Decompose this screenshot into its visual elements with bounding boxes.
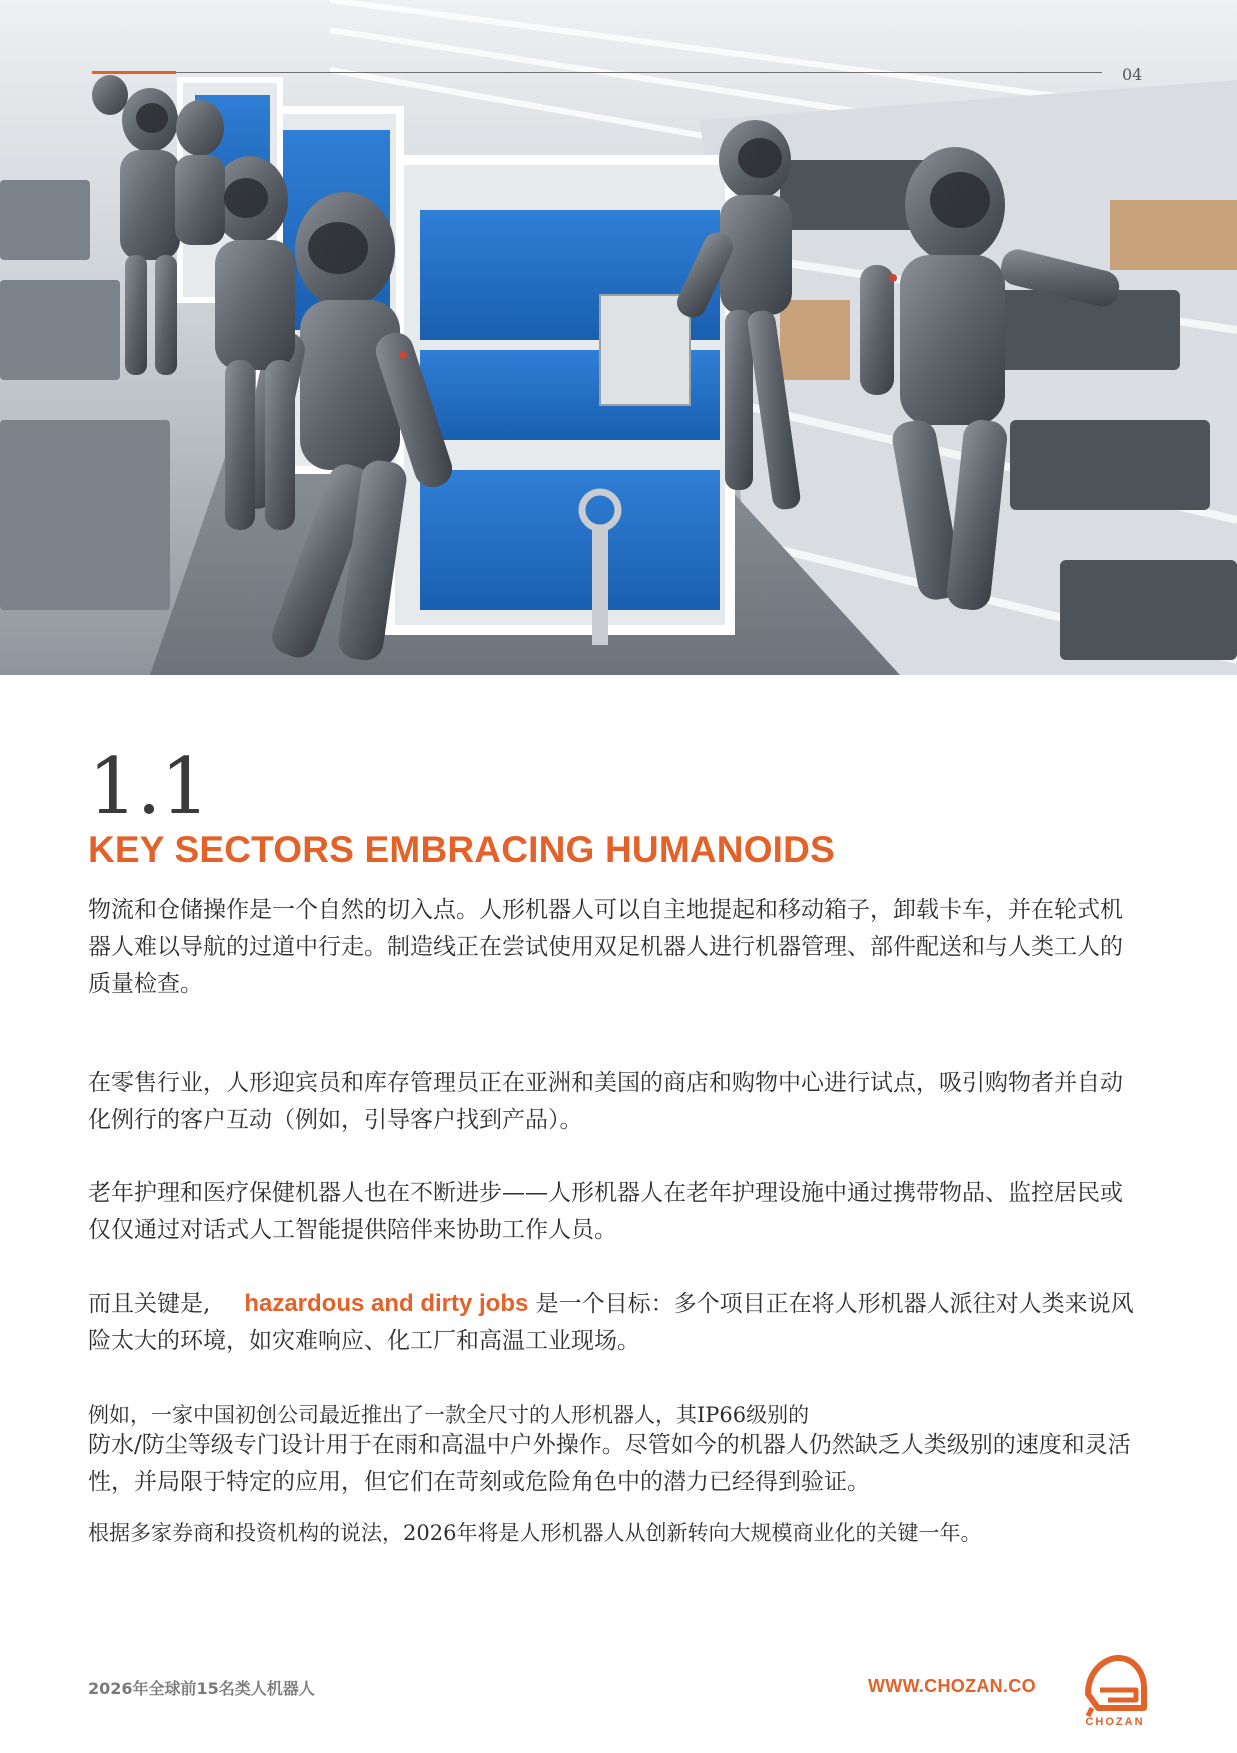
logo-wordmark: CHOZAN — [1085, 1716, 1145, 1728]
paragraph-retail: 在零售行业，人形迎宾员和库存管理员正在亚洲和美国的商店和购物中心进行试点，吸引购物者并自动化例行的客户互动（例如，引导客户找到产品）。 — [88, 1070, 1123, 1133]
paragraph-example-line1: 例如，一家中国初创公司最近推出了一款全尺寸的人形机器人，其IP66级别的 — [88, 1403, 810, 1427]
hero-photo — [0, 0, 1237, 675]
section-number: 1.1 — [88, 742, 210, 832]
hazardous-highlight: hazardous and dirty jobs — [244, 1290, 529, 1317]
header-rule — [92, 72, 1102, 73]
hazardous-suffix: 是一个目标：多个项目正在将人形机器人派往对人类来说风险太大的环境，如灾难响应、化工厂和高温工业现场。 — [88, 1291, 1134, 1354]
paragraph-eldercare: 老年护理和医疗保健机器人也在不断进步——人形机器人在老年护理设施中通过携带物品、监控居民或仅仅通过对话式人工智能提供陪伴来协助工作人员。 — [88, 1180, 1123, 1243]
footer-report-title: 2026年全球前15名类人机器人 — [88, 1679, 315, 1698]
hazardous-prefix: 而且关键是, — [88, 1291, 211, 1317]
footer-website-link[interactable]: WWW.CHOZAN.CO — [868, 1676, 1036, 1696]
paragraph-example: 防水/防尘等级专门设计用于在雨和高温中户外操作。尽管如今的机器人仍然缺乏人类级别的速度和灵活性，并局限于特定的应用，但它们在苛刻或危险角色中的潜力已经得到验证。 — [88, 1432, 1131, 1495]
header-rule-accent — [92, 71, 176, 74]
section-title: KEY SECTORS EMBRACING HUMANOIDS — [88, 829, 835, 870]
paragraph-2026: 根据多家券商和投资机构的说法，2026年将是人形机器人从创新转向大规模商业化的关键一年。 — [88, 1521, 982, 1545]
paragraph-hazardous — [88, 1285, 1140, 1360]
warehouse-robots-illustration — [0, 0, 1237, 675]
page-number: 04 — [1122, 65, 1143, 84]
paragraph-logistics: 物流和仓储操作是一个自然的切入点。人形机器人可以自主地提起和移动箱子，卸载卡车，并在轮式机器人难以导航的过道中行走。制造线正在尝试使用双足机器人进行机器管理、部件配送和与人类工人的质量检查。 — [88, 897, 1123, 997]
